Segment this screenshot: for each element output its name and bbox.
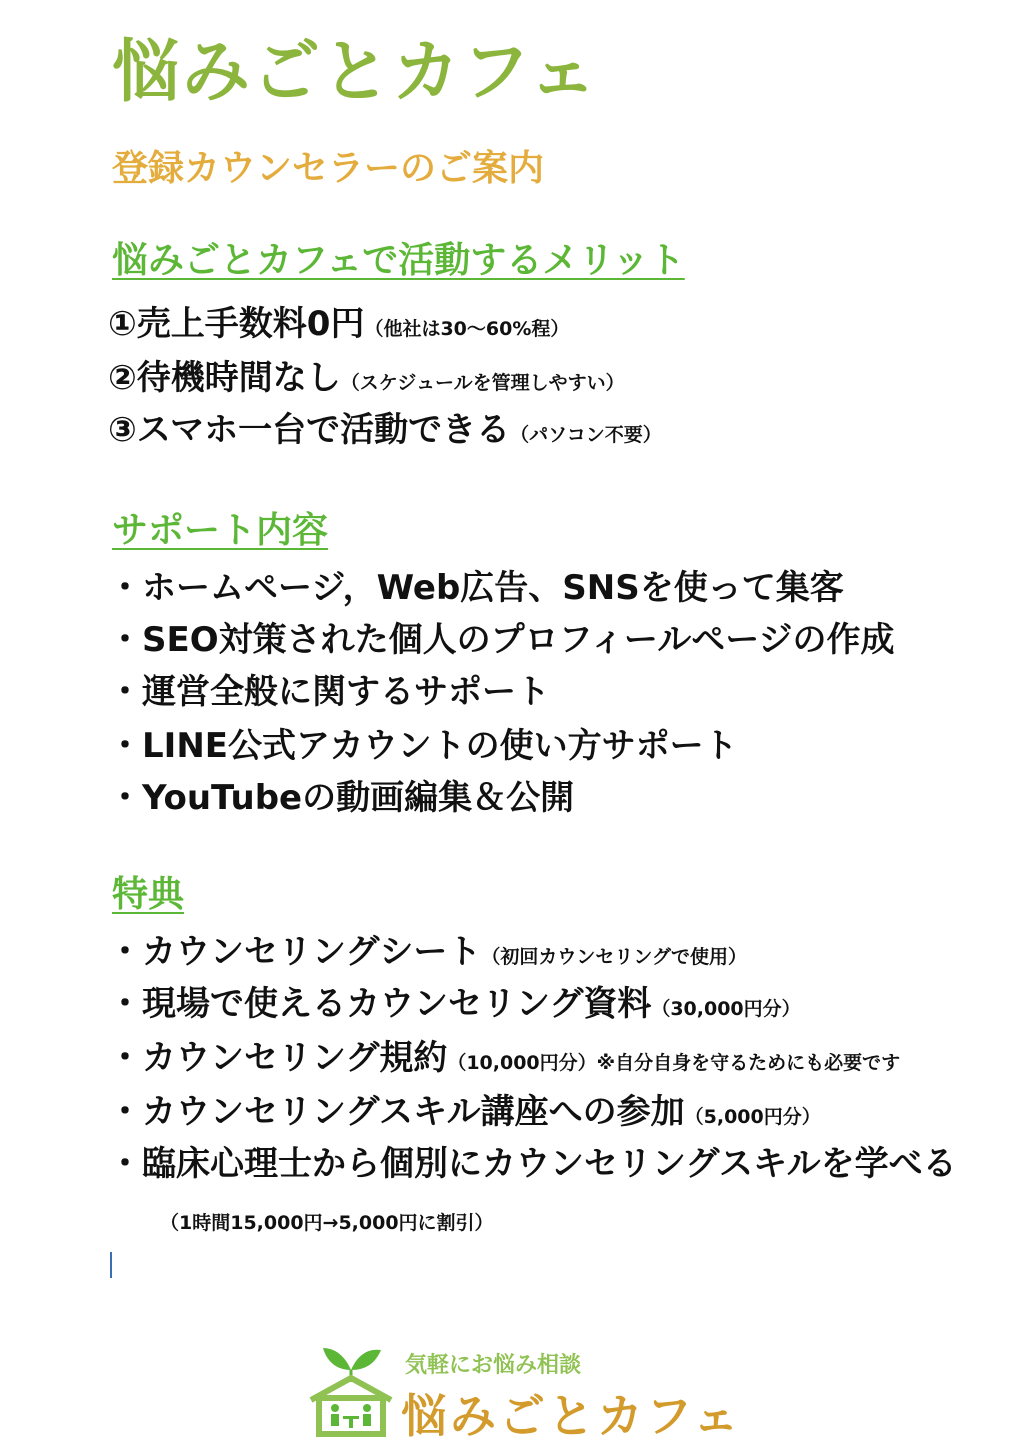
support-item: ・ホームページ，Web広告、SNSを使って集客 (108, 568, 844, 608)
merit-item-main: ③スマホ一台で活動できる (108, 410, 511, 450)
logo-name: 悩みごとカフェ (401, 1389, 742, 1443)
support-item: ・運営全般に関するサポート (108, 672, 550, 712)
benefit-item-note: （初回カウンセリングで使用） (481, 946, 747, 968)
logo-tagline: 気軽にお悩み相談 (405, 1353, 582, 1378)
text-cursor (110, 1252, 112, 1278)
benefit-item-main: ・現場で使えるカウンセリング資料 (108, 984, 652, 1024)
support-heading: サポート内容 (112, 510, 329, 551)
support-item: ・SEO対策された個人のプロフィールページの作成 (108, 620, 895, 660)
merit-item-main: ①売上手数料0円 (108, 304, 365, 344)
merit-item (108, 350, 625, 399)
benefit-item (108, 1136, 957, 1185)
benefit-item-main: ・カウンセリング規約 (108, 1038, 448, 1078)
benefits-heading: 特典 (112, 874, 185, 915)
benefit-discount-note: （1時間15,000円→5,000円に割引） (160, 1212, 494, 1234)
benefit-item-note: （5,000円分） (684, 1106, 821, 1128)
page-subtitle: 登録カウンセラーのご案内 (112, 148, 545, 189)
merit-item (108, 402, 662, 451)
benefit-item (108, 924, 747, 973)
benefit-item (108, 976, 801, 1025)
merit-item-note: （パソコン不要） (510, 424, 662, 446)
benefit-item (108, 1030, 900, 1079)
benefit-item-note: （10,000円分）※自分自身を守るためにも必要です (447, 1052, 901, 1074)
benefit-item-main: ・カウンセリングスキル講座への参加 (108, 1092, 685, 1132)
benefit-item-note: （30,000円分） (651, 998, 801, 1020)
footer-logo (305, 1342, 742, 1443)
cafe-house-icon (305, 1342, 397, 1438)
merit-item-main: ②待機時間なし (108, 358, 341, 398)
page-title: 悩みごとカフェ (112, 33, 599, 112)
merit-item (108, 296, 569, 345)
benefit-item-main: ・臨床心理士から個別にカウンセリングスキルを学べる (108, 1144, 957, 1184)
benefit-item-main: ・カウンセリングシート (108, 932, 482, 972)
support-item: ・LINE公式アカウントの使い方サポート (108, 726, 738, 766)
benefit-item (108, 1084, 821, 1133)
support-item: ・YouTubeの動画編集＆公開 (108, 778, 575, 818)
merit-heading: 悩みごとカフェで活動するメリット (112, 240, 685, 281)
merit-item-note: （スケジュールを管理しやすい） (340, 372, 625, 394)
merit-item-note: （他社は30〜60%程） (364, 318, 570, 340)
